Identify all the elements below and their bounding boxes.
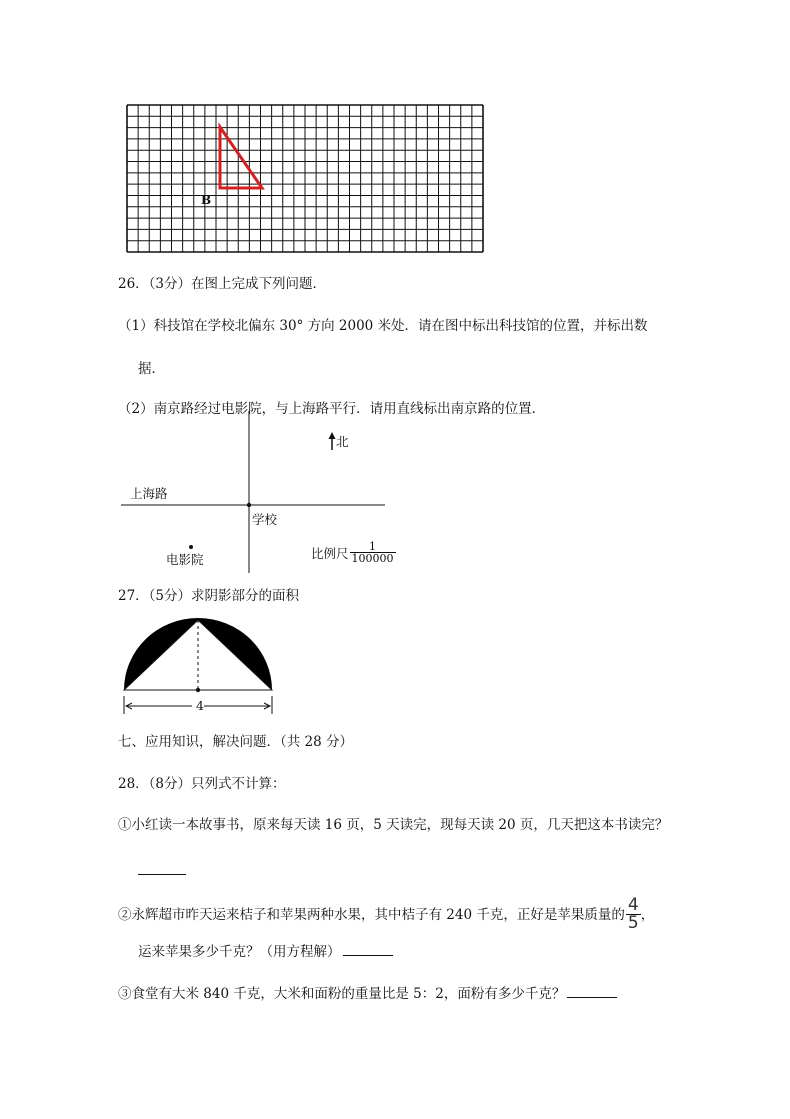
grid-lines xyxy=(127,105,483,252)
school-label: 学校 xyxy=(252,512,278,527)
q28-item2-answer-blank[interactable] xyxy=(343,941,393,956)
scale xyxy=(311,541,396,564)
north-arrow-icon xyxy=(329,432,336,439)
scale-numerator: 1 xyxy=(369,540,377,553)
q28-item2-line2 xyxy=(138,941,393,961)
q28-item2-line2-text: 运来苹果多少千克？（用方程解） xyxy=(138,944,341,960)
center-point xyxy=(196,688,200,692)
cinema-label: 电影院 xyxy=(166,552,204,567)
q26-header: 26．（3分）在图上完成下列问题． xyxy=(118,276,327,292)
scale-fraction xyxy=(350,541,396,564)
q28-item3 xyxy=(118,983,617,1003)
point-b-label: B xyxy=(201,193,212,207)
q28-item1: ①小红读一本故事书，原来每天读 16 页，5 天读完，现每天读 20 页，几天把这本书读完？ xyxy=(118,817,669,833)
q28-item2-frac-num: 4 xyxy=(627,895,639,915)
q28-item2-text: ②永辉超市昨天运来桔子和苹果两种水果，其中桔子有 240 千克，正好是苹果质量的 xyxy=(118,906,625,923)
section7-title: 七、应用知识，解决问题．（共 28 分） xyxy=(118,734,354,750)
q28-item2-comma: ， xyxy=(640,906,655,923)
q28-item1-answer-blank[interactable] xyxy=(138,860,186,875)
red-triangle xyxy=(220,127,262,188)
road-label: 上海路 xyxy=(130,486,168,501)
grid-figure xyxy=(120,100,490,260)
q28-item3-text: ③食堂有大米 840 千克，大米和面粉的重量比是 5：2，面粉有多少千克？ xyxy=(118,986,566,1002)
q28-item3-answer-blank[interactable] xyxy=(567,983,617,998)
q28-header: 28．（8分）只列式不计算： xyxy=(118,776,286,792)
north-label: 北 xyxy=(336,434,349,449)
q26-item2: （2）南京路经过电影院，与上海路平行．请用直线标出南京路的位置． xyxy=(118,401,546,417)
q28-item2-line1 xyxy=(118,897,654,932)
school-point xyxy=(247,503,251,507)
q28-item2-fraction xyxy=(626,897,641,932)
dimension-label: 4 xyxy=(196,698,204,713)
cinema-point xyxy=(189,545,193,549)
q26-item1-line2: 据． xyxy=(138,361,165,377)
scale-denominator: 100000 xyxy=(351,552,394,565)
scale-label: 比例尺 xyxy=(311,545,349,561)
q26-item1-line1: （1）科技馆在学校北偏东 30° 方向 2000 米处．请在图中标出科技馆的位置，并标出数 xyxy=(118,318,648,334)
q28-item2-frac-den: 5 xyxy=(627,913,639,933)
q27-header: 27．（5分）求阴影部分的面积 xyxy=(118,588,300,604)
